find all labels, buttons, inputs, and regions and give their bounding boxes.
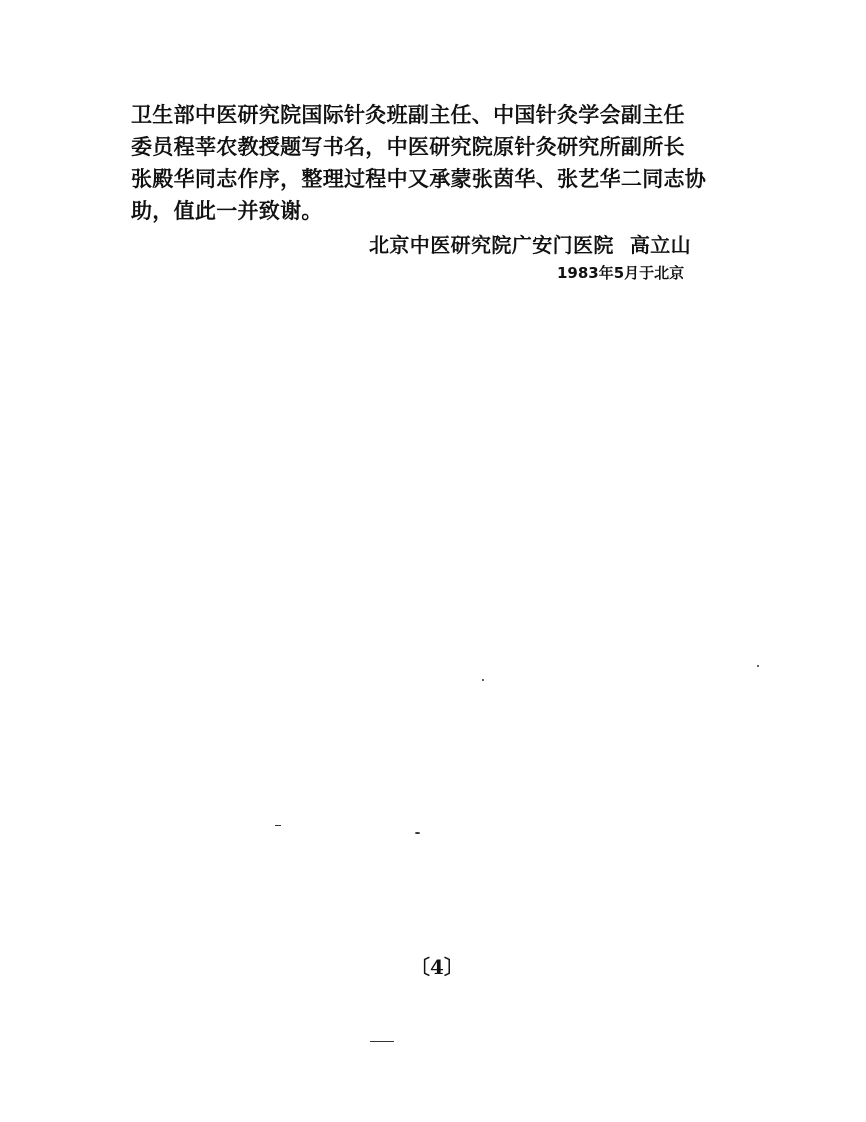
scan-speck [275,825,281,826]
paragraph-line-3: 张殿华同志作序，整理过程中又承蒙张茵华、张艺华二同志协 [131,166,707,191]
paragraph-line-2: 委员程莘农教授题写书名，中医研究院原针灸研究所副所长 [131,134,685,159]
paragraph-line-4: 助，值此一并致谢。 [131,198,323,223]
signature-author: 高立山 [629,233,692,257]
paragraph-line-1: 卫生部中医研究院国际针灸班副主任、中国针灸学会副主任 [131,102,685,127]
scan-speck [482,679,484,681]
signature-institution: 北京中医研究院广安门医院 [369,233,614,257]
scan-speck [370,1041,394,1042]
acknowledgement-paragraph [131,99,756,227]
signature-date: 1983年5月于北京 [557,264,685,282]
scan-speck [415,832,420,834]
page-number: 〔4〕 [410,955,464,979]
scan-speck [757,665,759,667]
signature-line [369,229,753,258]
